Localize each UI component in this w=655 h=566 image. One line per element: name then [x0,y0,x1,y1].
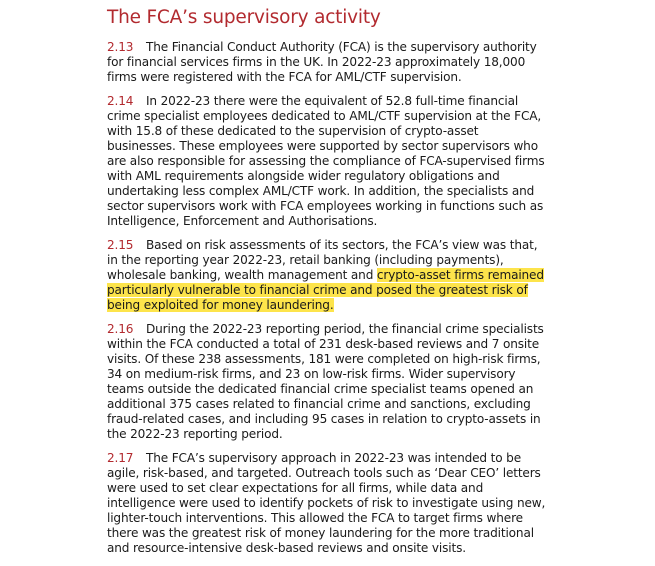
paragraph-number: 2.16 [107,322,134,336]
paragraph-2-16 [107,322,547,442]
paragraph-text: The FCA’s supervisory approach in 2022-23 was intended to be agile, risk-based, and targeted. Outreach tools such as ‘Dear CEO’ letters were used to set clear expectations for all firms, while data and intelligence were used to identify pockets of risk to investigate using new, lighter-touch interventions. This allowed the FCA to target firms where there was the greatest risk of money laundering for the more traditional and resource-intensive desk-based reviews and onsite visits. [107,451,546,555]
section-heading: The FCA’s supervisory activity [107,7,381,28]
paragraph-text: Based on risk assessments of its sectors, the FCA’s view was that, in the reporting year 2022-23, retail banking (including payments), wholesale banking, wealth management and [107,238,538,282]
paragraph-number: 2.13 [107,40,134,54]
highlighted-text: crypto-asset firms remained particularly vulnerable to financial crime and posed the greatest risk of being exploited for money laundering [107,268,544,312]
paragraph-2-15 [107,238,547,313]
paragraph-number: 2.15 [107,238,134,252]
highlighted-text-end: . [329,298,334,312]
paragraph-text: In 2022-23 there were the equivalent of 52.8 full-time financial crime specialist employees dedicated to AML/CTF supervision at the FCA, with 15.8 of these dedicated to the supervision of crypto-asset businesses. These employees were supported by sector supervisors who are also responsible for assessing the compliance of FCA-supervised firms with AML requirements alongside wider regulatory obligations and undertaking less complex AML/CTF work. In addition, the specialists and sector supervisors work with FCA employees working in functions such as Intelligence, Enforcement and Authorisations. [107,94,545,228]
paragraph-2-14 [107,94,547,229]
document-page [107,6,547,565]
paragraph-text: During the 2022-23 reporting period, the financial crime specialists within the FCA conducted a total of 231 desk-based reviews and 7 onsite visits. Of these 238 assessments, 181 were completed on high-risk firms, 34 on medium-risk firms, and 23 on low-risk firms. Wider supervisory teams outside the dedicated financial crime specialist teams opened an additional 375 cases related to financial crime and sanctions, excluding fraud-related cases, and including 95 cases in relation to crypto-assets in the 2022-23 reporting period. [107,322,544,441]
paragraph-number: 2.14 [107,94,134,108]
paragraph-number: 2.17 [107,451,134,465]
paragraph-2-13 [107,40,547,85]
paragraph-2-17 [107,451,547,556]
paragraph-text: The Financial Conduct Authority (FCA) is the supervisory authority for financial services firms in the UK. In 2022-23 approximately 18,000 firms were registered with the FCA for AML/CTF supervision. [107,40,537,84]
